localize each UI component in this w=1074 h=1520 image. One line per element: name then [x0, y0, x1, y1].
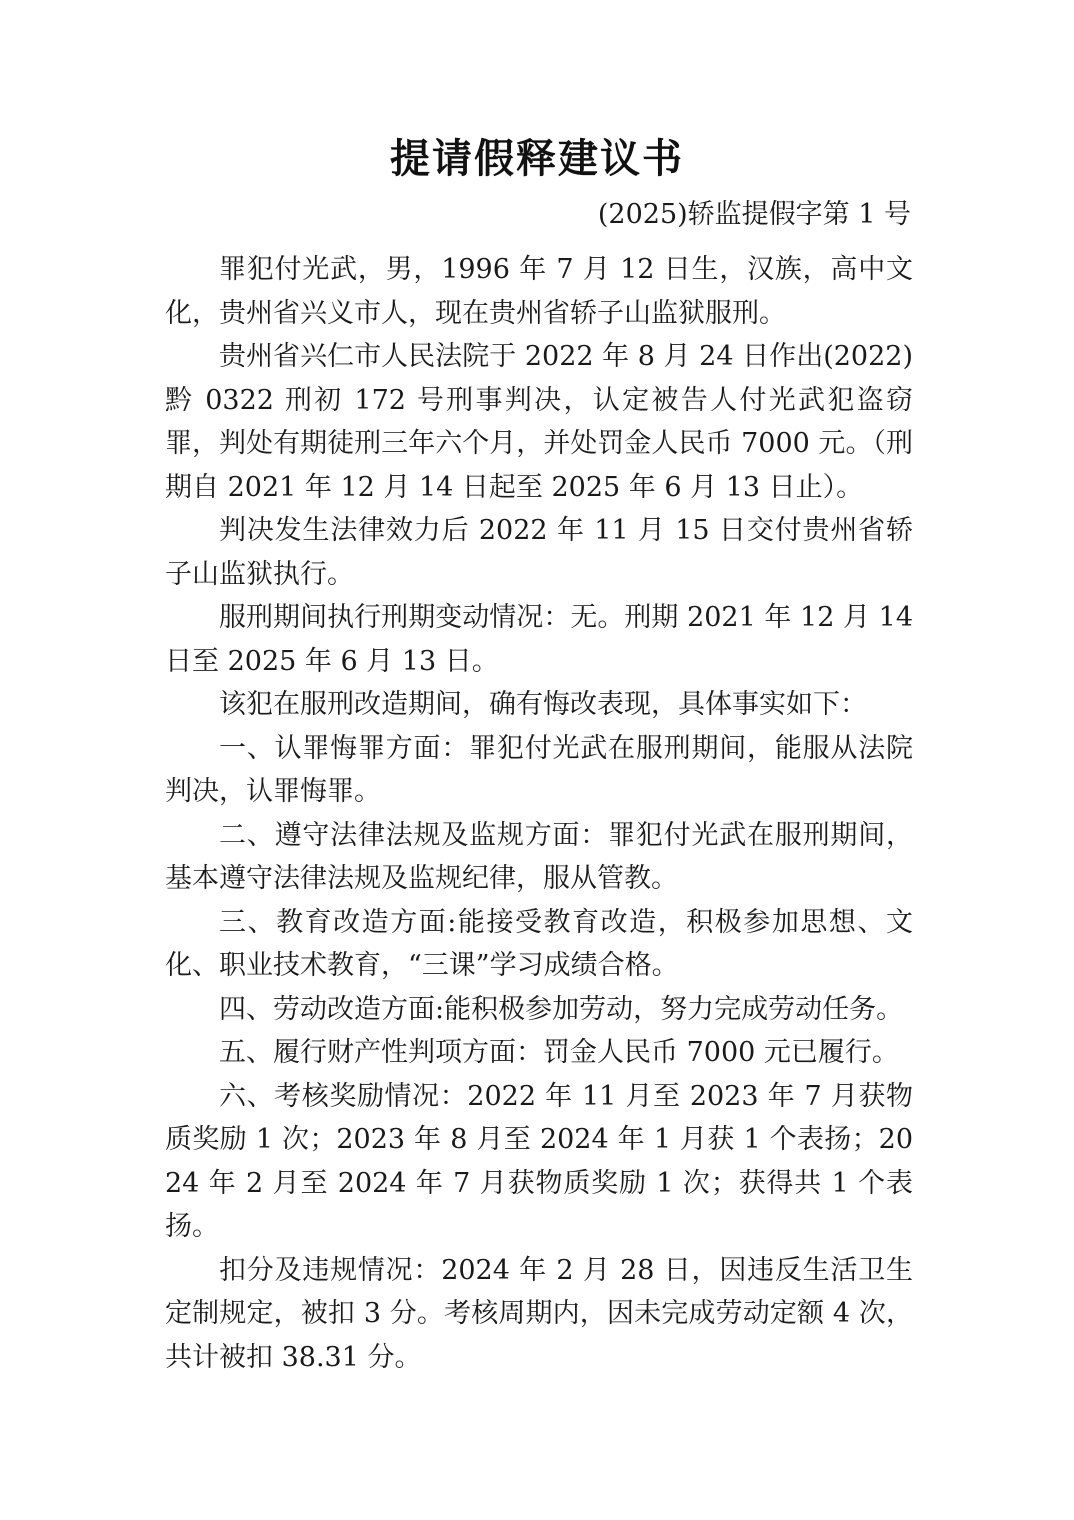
- paragraph-criminal-info: 罪犯付光武，男，1996 年 7 月 12 日生，汉族，高中文化，贵州省兴义市人，现在贵州省轿子山监狱服刑。: [165, 254, 913, 329]
- paragraph-repentance-intro: 该犯在服刑改造期间，确有悔改表现，具体事实如下：: [219, 689, 867, 720]
- document-title: 提请假释建议书: [390, 136, 684, 182]
- paragraph-item-4: 四、劳动改造方面:能积极参加劳动，努力完成劳动任务。: [219, 993, 904, 1025]
- paragraph-item-3: 三、教育改造方面:能接受教育改造，积极参加思想、文化、职业技术教育，“三课”学习成绩合格。: [165, 906, 913, 981]
- paragraph-judgment: 贵州省兴仁市人民法院于 2022 年 8 月 24 日作出(2022)黔 0322 刑初 172 号刑事判决，认定被告人付光武犯盗窃罪，判处有期徒刑三年六个月，并处罚金人民币 7000 元。（刑期自 2021 年 12 月 14 日起至 2025 年 6 月 13 日止）。: [165, 341, 913, 503]
- paragraph-execution: 判决发生法律效力后 2022 年 11 月 15 日交付贵州省轿子山监狱执行。: [165, 515, 913, 590]
- paragraph-sentence-change: 服刑期间执行刑期变动情况：无。刑期 2021 年 12 月 14 日至 2025 年 6 月 13 日。: [165, 602, 913, 677]
- paragraph-item-6: 六、考核奖励情况：2022 年 11 月至 2023 年 7 月获物质奖励 1 次；2023 年 8 月至 2024 年 1 月获 1 个表扬；2024 年 2 月至 2024 年 7 月获物质奖励 1 次；获得共 1 个表扬。: [165, 1080, 913, 1242]
- paragraph-item-5: 五、履行财产性判项方面：罚金人民币 7000 元已履行。: [219, 1037, 899, 1068]
- document-body: [165, 248, 913, 1379]
- paragraph-deductions: 扣分及违规情况：2024 年 2 月 28 日，因违反生活卫生定制规定，被扣 3 分。考核周期内，因未完成劳动定额 4 次，共计被扣 38.31 分。: [165, 1254, 913, 1373]
- paragraph-item-1: 一、认罪悔罪方面：罪犯付光武在服刑期间，能服从法院判决，认罪悔罪。: [165, 732, 913, 807]
- paragraph-item-2: 二、遵守法律法规及监规方面：罪犯付光武在服刑期间，基本遵守法律法规及监规纪律，服从管教。: [165, 819, 913, 894]
- document-number: (2025)轿监提假字第 1 号: [597, 199, 911, 230]
